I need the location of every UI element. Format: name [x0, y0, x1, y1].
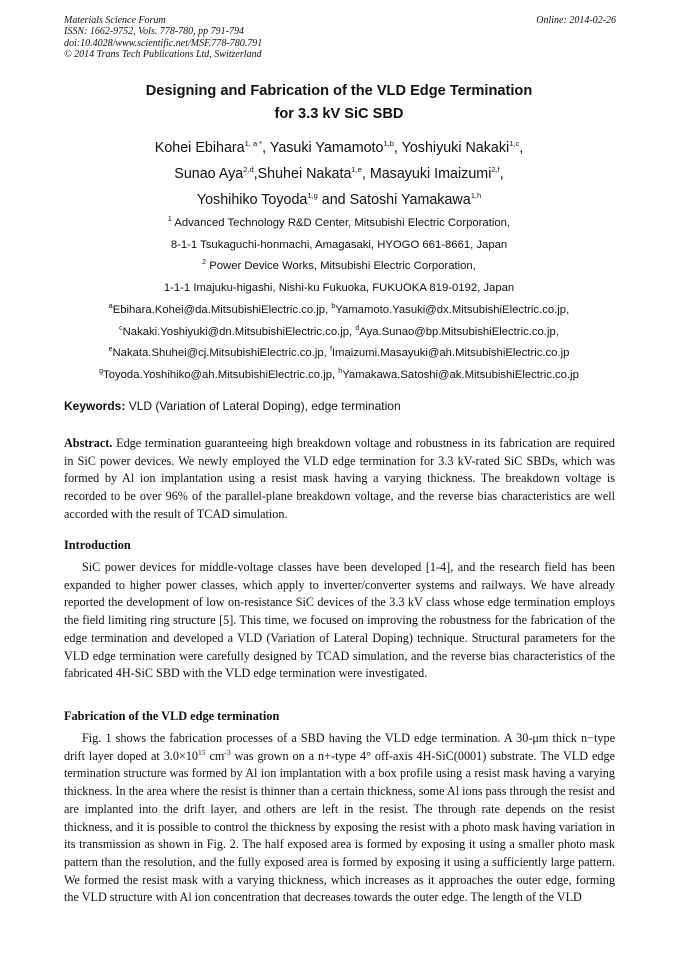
- author-sup: 2,f: [491, 165, 500, 175]
- title-line-1: Designing and Fabrication of the VLD Edge Termination: [145, 83, 533, 99]
- email-marker: c: [119, 324, 123, 332]
- author-sup: 1,h: [470, 191, 482, 201]
- abstract: [64, 435, 615, 524]
- author-sup: 1,e: [351, 165, 362, 175]
- affiliation-1-line-1: [60, 213, 618, 235]
- issn-line: ISSN: 1662-9752, Vols. 778-780, pp 791-794: [64, 26, 244, 38]
- copyright-line: © 2014 Trans Tech Publications Ltd, Switzerland: [64, 49, 262, 61]
- affiliation-1-line-2: 8-1-1 Tsukaguchi-honmachi, Amagasaki, HYOGO 661-8661, Japan: [170, 238, 508, 251]
- email-line-2: $^c$Nakaki.Yoshiyuki@dn.MitsubishiElectric.co.jp, $^d$Aya.Sunao@bp.MitsubishiElectric.co.jp,: [119, 324, 559, 338]
- introduction-text: SiC power devices for middle-voltage classes have been developed [1-4], and the research field has been expanded to higher power classes, which apply to inverter/converter systems and railways. We have already reported the development of low on-resistance SiC devices of the 3.3 kV class whose edge termination employs the field limiting ring structure [5]. This time, we focused on improving the robustness for the fabrication of the edge termination and developed a VLD (Variation of Lateral Doping) technique. Structural parameters for the VLD edge termination were carefully designed by TCAD simulation, and the reverse bias characteristics of the fabricated 4H-SiC SBD with the VLD edge termination were investigated.: [64, 560, 615, 681]
- abstract-label: Abstract.: [64, 436, 113, 450]
- email-address[interactable]: Nakaki.Yoshiyuki@dn.MitsubishiElectric.co.jp: [122, 325, 350, 338]
- author-name: Yasuki Yamamoto: [269, 140, 384, 156]
- affiliation-marker: 1: [167, 216, 172, 224]
- affiliation-text: Power Device Works, Mitsubishi Electric Corporation,: [206, 260, 476, 273]
- author-line-3: [64, 187, 614, 213]
- email-marker: g: [99, 368, 104, 376]
- author-name: Satoshi Yamakawa: [349, 192, 471, 208]
- email-marker: f: [329, 346, 332, 354]
- journal-name: Materials Science Forum: [64, 15, 166, 26]
- keywords: [64, 399, 614, 413]
- paper-title: [64, 80, 614, 126]
- fabrication-text-2: cm: [205, 748, 225, 763]
- author-sup: 1,g: [307, 191, 318, 201]
- email-marker: a: [108, 303, 113, 311]
- author-separator: ,: [393, 140, 398, 156]
- section-heading-fabrication: Fabrication of the VLD edge termination: [64, 709, 280, 723]
- author-separator: ,: [499, 166, 504, 182]
- author-name: Sunao Aya: [174, 166, 244, 182]
- email-address[interactable]: Toyoda.Yoshihiko@ah.MitsubishiElectric.co.jp: [103, 368, 332, 381]
- doi-line: doi:10.4028/www.scientific.net/MSF.778-780.791: [64, 37, 263, 49]
- author-name: Kohei Ebihara: [154, 140, 245, 156]
- affiliation-2-line-1: [60, 256, 618, 278]
- author-name: Yoshiyuki Nakaki: [401, 140, 510, 156]
- author-separator: ,: [361, 166, 366, 182]
- fabrication-paragraph: [64, 730, 615, 907]
- author-sup: 1,b: [383, 139, 394, 149]
- author-name: Shuhei Nakata: [257, 166, 352, 182]
- introduction-paragraph: [64, 559, 615, 683]
- email-address[interactable]: Yamakawa.Satoshi@ak.MitsubishiElectric.co.jp: [342, 368, 579, 381]
- author-line-2: [64, 161, 614, 187]
- author-sup: 1, a *: [244, 139, 263, 149]
- author-list: [64, 135, 614, 213]
- fabrication-text-3: was grown on a n+-type 4° off-axis 4H-SiC(0001) substrate. The VLD edge termination structure was formed by Al ion implantation with a box profile using a resist mask having a varying thickness. In the area where the resist is thinner than a certain thickness, some Al ions pass through the resist and are implanted into the drift layer, and others are left in the resist. The through rate depends on the resist thickness, and it is possible to control the thickness by exposing the resist with a photo mask having variation in its transmission as shown in Fig. 2. The half exposed area is formed by exposing it using a smaller photo mask pattern than the resolution, and the fully exposed area is formed by exposing it using a sufficiently large pattern. We formed the resist mask with a varying thickness, which increases as it approaches the outer edge, forming the VLD structure with Al ion concentration that decreases towards the outer edge. The length of the VLD: [64, 748, 615, 905]
- email-address[interactable]: Imaizumi.Masayuki@ah.MitsubishiElectric.co.jp: [331, 347, 570, 360]
- exponent: 15: [198, 747, 206, 757]
- author-separator: ,: [262, 140, 267, 156]
- email-marker: e: [108, 346, 113, 354]
- section-heading-introduction: Introduction: [64, 538, 131, 552]
- email-marker: d: [355, 324, 360, 332]
- author-sup: 1,c: [509, 139, 520, 149]
- keywords-label: Keywords:: [64, 399, 126, 413]
- fabrication-text-1: Fig. 1 shows the fabrication processes of a SBD having the VLD edge termination. A 30-μm thick n−type drift layer doped at 3.0×10: [64, 731, 615, 763]
- author-name: Yoshihiko Toyoda: [196, 192, 308, 208]
- online-date: Online: 2014-02-26: [536, 15, 616, 26]
- email-line-1: $^a$Ebihara.Kohei@da.MitsubishiElectric.co.jp, $^b$Yamamoto.Yasuki@dx.MitsubishiElectric.co.jp,: [108, 303, 570, 316]
- author-sup: 2,d: [243, 165, 254, 175]
- email-address[interactable]: Nakata.Shuhei@cj.MitsubishiElectric.co.jp: [112, 347, 324, 360]
- author-and: and: [317, 192, 350, 208]
- running-header: [64, 15, 616, 61]
- email-marker: h: [338, 368, 343, 376]
- email-address[interactable]: Ebihara.Kohei@da.MitsubishiElectric.co.jp: [112, 303, 326, 316]
- abstract-text: Edge termination guaranteeing high breakdown voltage and robustness in its fabrication are required in SiC power devices. We newly employed the VLD edge termination for 3.3 kV-rated SiC SBDs, which was formed by Al ion implantation using a resist mask having a varying thickness. The breakdown voltage is recorded to be over 96% of the parallel-plane breakdown voltage, and the reverse bias characteristics are well accorded with the result of TCAD simulation.: [64, 436, 615, 521]
- author-separator: ,: [519, 140, 524, 156]
- author-name: Masayuki Imaizumi: [369, 166, 492, 182]
- author-line-1: [64, 135, 614, 161]
- affiliations: [60, 213, 618, 387]
- affiliation-marker: 2: [202, 259, 207, 267]
- email-line-4: $^g$Toyoda.Yoshihiko@ah.MitsubishiElectric.co.jp, $^h$Yamakawa.Satoshi@ak.MitsubishiElectric.co.jp: [99, 368, 579, 381]
- author-separator: ,: [253, 166, 258, 182]
- email-address[interactable]: Yamamoto.Yasuki@dx.MitsubishiElectric.co.jp: [335, 303, 567, 316]
- email-address[interactable]: Aya.Sunao@bp.MitsubishiElectric.co.jp: [359, 325, 556, 338]
- exponent: -3: [224, 747, 231, 757]
- affiliation-text: Advanced Technology R&D Center, Mitsubishi Electric Corporation,: [171, 217, 511, 229]
- email-marker: b: [331, 303, 336, 311]
- keywords-text: VLD (Variation of Lateral Doping), edge termination: [125, 399, 401, 413]
- title-line-2: for 3.3 kV SiC SBD: [274, 106, 404, 122]
- affiliation-2-line-2: 1-1-1 Imajuku-higashi, Nishi-ku Fukuoka, FUKUOKA 819-0192, Japan: [163, 282, 515, 295]
- email-line-3: $^e$Nakata.Shuhei@cj.MitsubishiElectric.co.jp, $^f$Imaizumi.Masayuki@ah.MitsubishiElectric.co.jp: [108, 346, 570, 360]
